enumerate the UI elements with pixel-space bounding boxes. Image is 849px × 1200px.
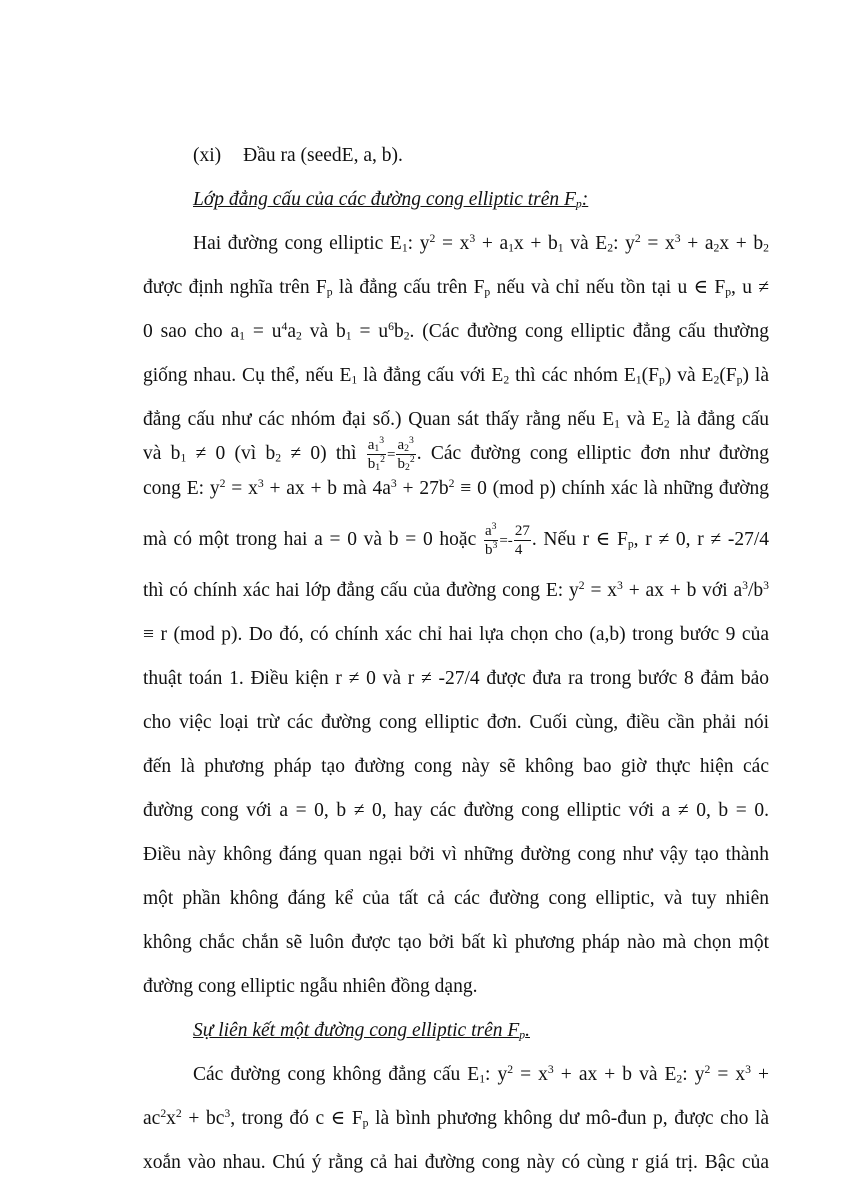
section-heading-isomorphism: Lớp đẳng cấu của các đường cong elliptic trên $F_p$: [193,189,589,211]
fraction-27-4: $\frac{27}{4}$ [514,523,530,559]
fraction-a2-b2: $\frac{a_2^3}{b_2^2}$ [397,435,415,473]
paragraph-line: đẳng cấu như các nhóm đại số.) Quan sát thấy rằng nếu $E_1$ và $E_2$ là đẳng cấu [143,409,769,431]
paragraph-line: thuật toán 1. Điều kiện r ≠ 0 và r ≠ -27/4 được đưa ra trong bước 8 đảm bảo [143,668,769,689]
fraction-a1-b1: $\frac{a_1^3}{b_1^2}$ [367,435,385,473]
paragraph-line: được định nghĩa trên $F_p$ là đẳng cấu trên $F_p$ nếu và chỉ nếu tồn tại u ∈ $F_p$, u ≠ [143,277,770,299]
paragraph-line: và $b_1 \ne 0$ (vì $b_2 \ne 0$) thì $\frac{a_1^3}{b_1^2}$ = $\frac{a_2^3}{b_2^2}$ . Các đường cong elliptic đơn như đường [143,435,770,473]
step-text: Đầu ra (seedE, a, b). [243,145,403,166]
paragraph-line: không chắc chắn sẽ luôn được tạo bởi bất kì phương pháp nào mà chọn một [143,932,769,953]
paragraph-line: Hai đường cong elliptic $E_1$: $y^2 = x^3 + a_1x + b_1$ và $E_2$: $y^2 = x^3 + a_2x + b_2$ [193,231,769,255]
fraction-a3-b3: $\frac{a^3}{b^3}$ [484,521,498,559]
paragraph-line: ≡ r (mod p). Do đó, có chính xác chỉ hai lựa chọn cho (a,b) trong bước 9 của [143,624,769,645]
step-line [193,144,403,168]
paragraph-line: giống nhau. Cụ thể, nếu $E_1$ là đẳng cấu với $E_2$ thì các nhóm $E_1(F_p)$ và $E_2(F_p)$ là [143,365,769,387]
paragraph-line: Điều này không đáng quan ngại bởi vì những đường cong như vậy tạo thành [143,844,769,865]
step-number: (xi) [193,145,222,166]
paragraph-line: Các đường cong không đẳng cấu $E_1$: $y^2 = x^3$ + ax + b và $E_2$: $y^2 = x^3$ + [193,1062,770,1086]
section-heading-twist: Sự liên kết một đường cong elliptic trên $F_p$. [193,1020,530,1042]
paragraph-line: 0 sao cho $a_1 = u^4a_2$ và $b_1 = u^6b_2$. (Các đường cong elliptic đẳng cấu thường [143,319,770,343]
paragraph-line: xoắn vào nhau. Chú ý rằng cả hai đường cong này có cùng r giá trị. Bậc của [143,1152,769,1173]
paragraph-line: một phần không đáng kể của tất cả các đường cong elliptic, và tuy nhiên [143,888,769,909]
paragraph-line: đường cong elliptic ngẫu nhiên đồng dạng. [143,976,478,997]
paragraph-line: cho việc loại trừ các đường cong elliptic đơn. Cuối cùng, điều cần phải nói [143,712,769,733]
paragraph-line: đường cong với a = 0, b ≠ 0, hay các đường cong elliptic với a ≠ 0, b = 0. [143,800,769,821]
paragraph-line: $ac^2x^2 + bc^3$, trong đó c ∈ $F_p$ là bình phương không dư mô-đun p, được cho là [143,1106,769,1130]
paragraph-line: cong E: $y^2 = x^3$ + ax + b mà $4a^3 + 27b^2 \equiv 0$ (mod p) chính xác là những đường [143,476,770,499]
paragraph-line: mà có một trong hai a = 0 và b = 0 hoặc $\frac{a^3}{b^3}$ =- $\frac{27}{4}$ . Nếu r ∈ $F_p$, r ≠ 0, r ≠ -27/4 [143,521,769,559]
paragraph-line: đến là phương pháp tạo đường cong này sẽ không bao giờ thực hiện các [143,756,769,777]
paragraph-line: thì có chính xác hai lớp đẳng cấu của đường cong E: $y^2 = x^3$ + ax + b với $a^3/b^3$ [143,578,769,601]
